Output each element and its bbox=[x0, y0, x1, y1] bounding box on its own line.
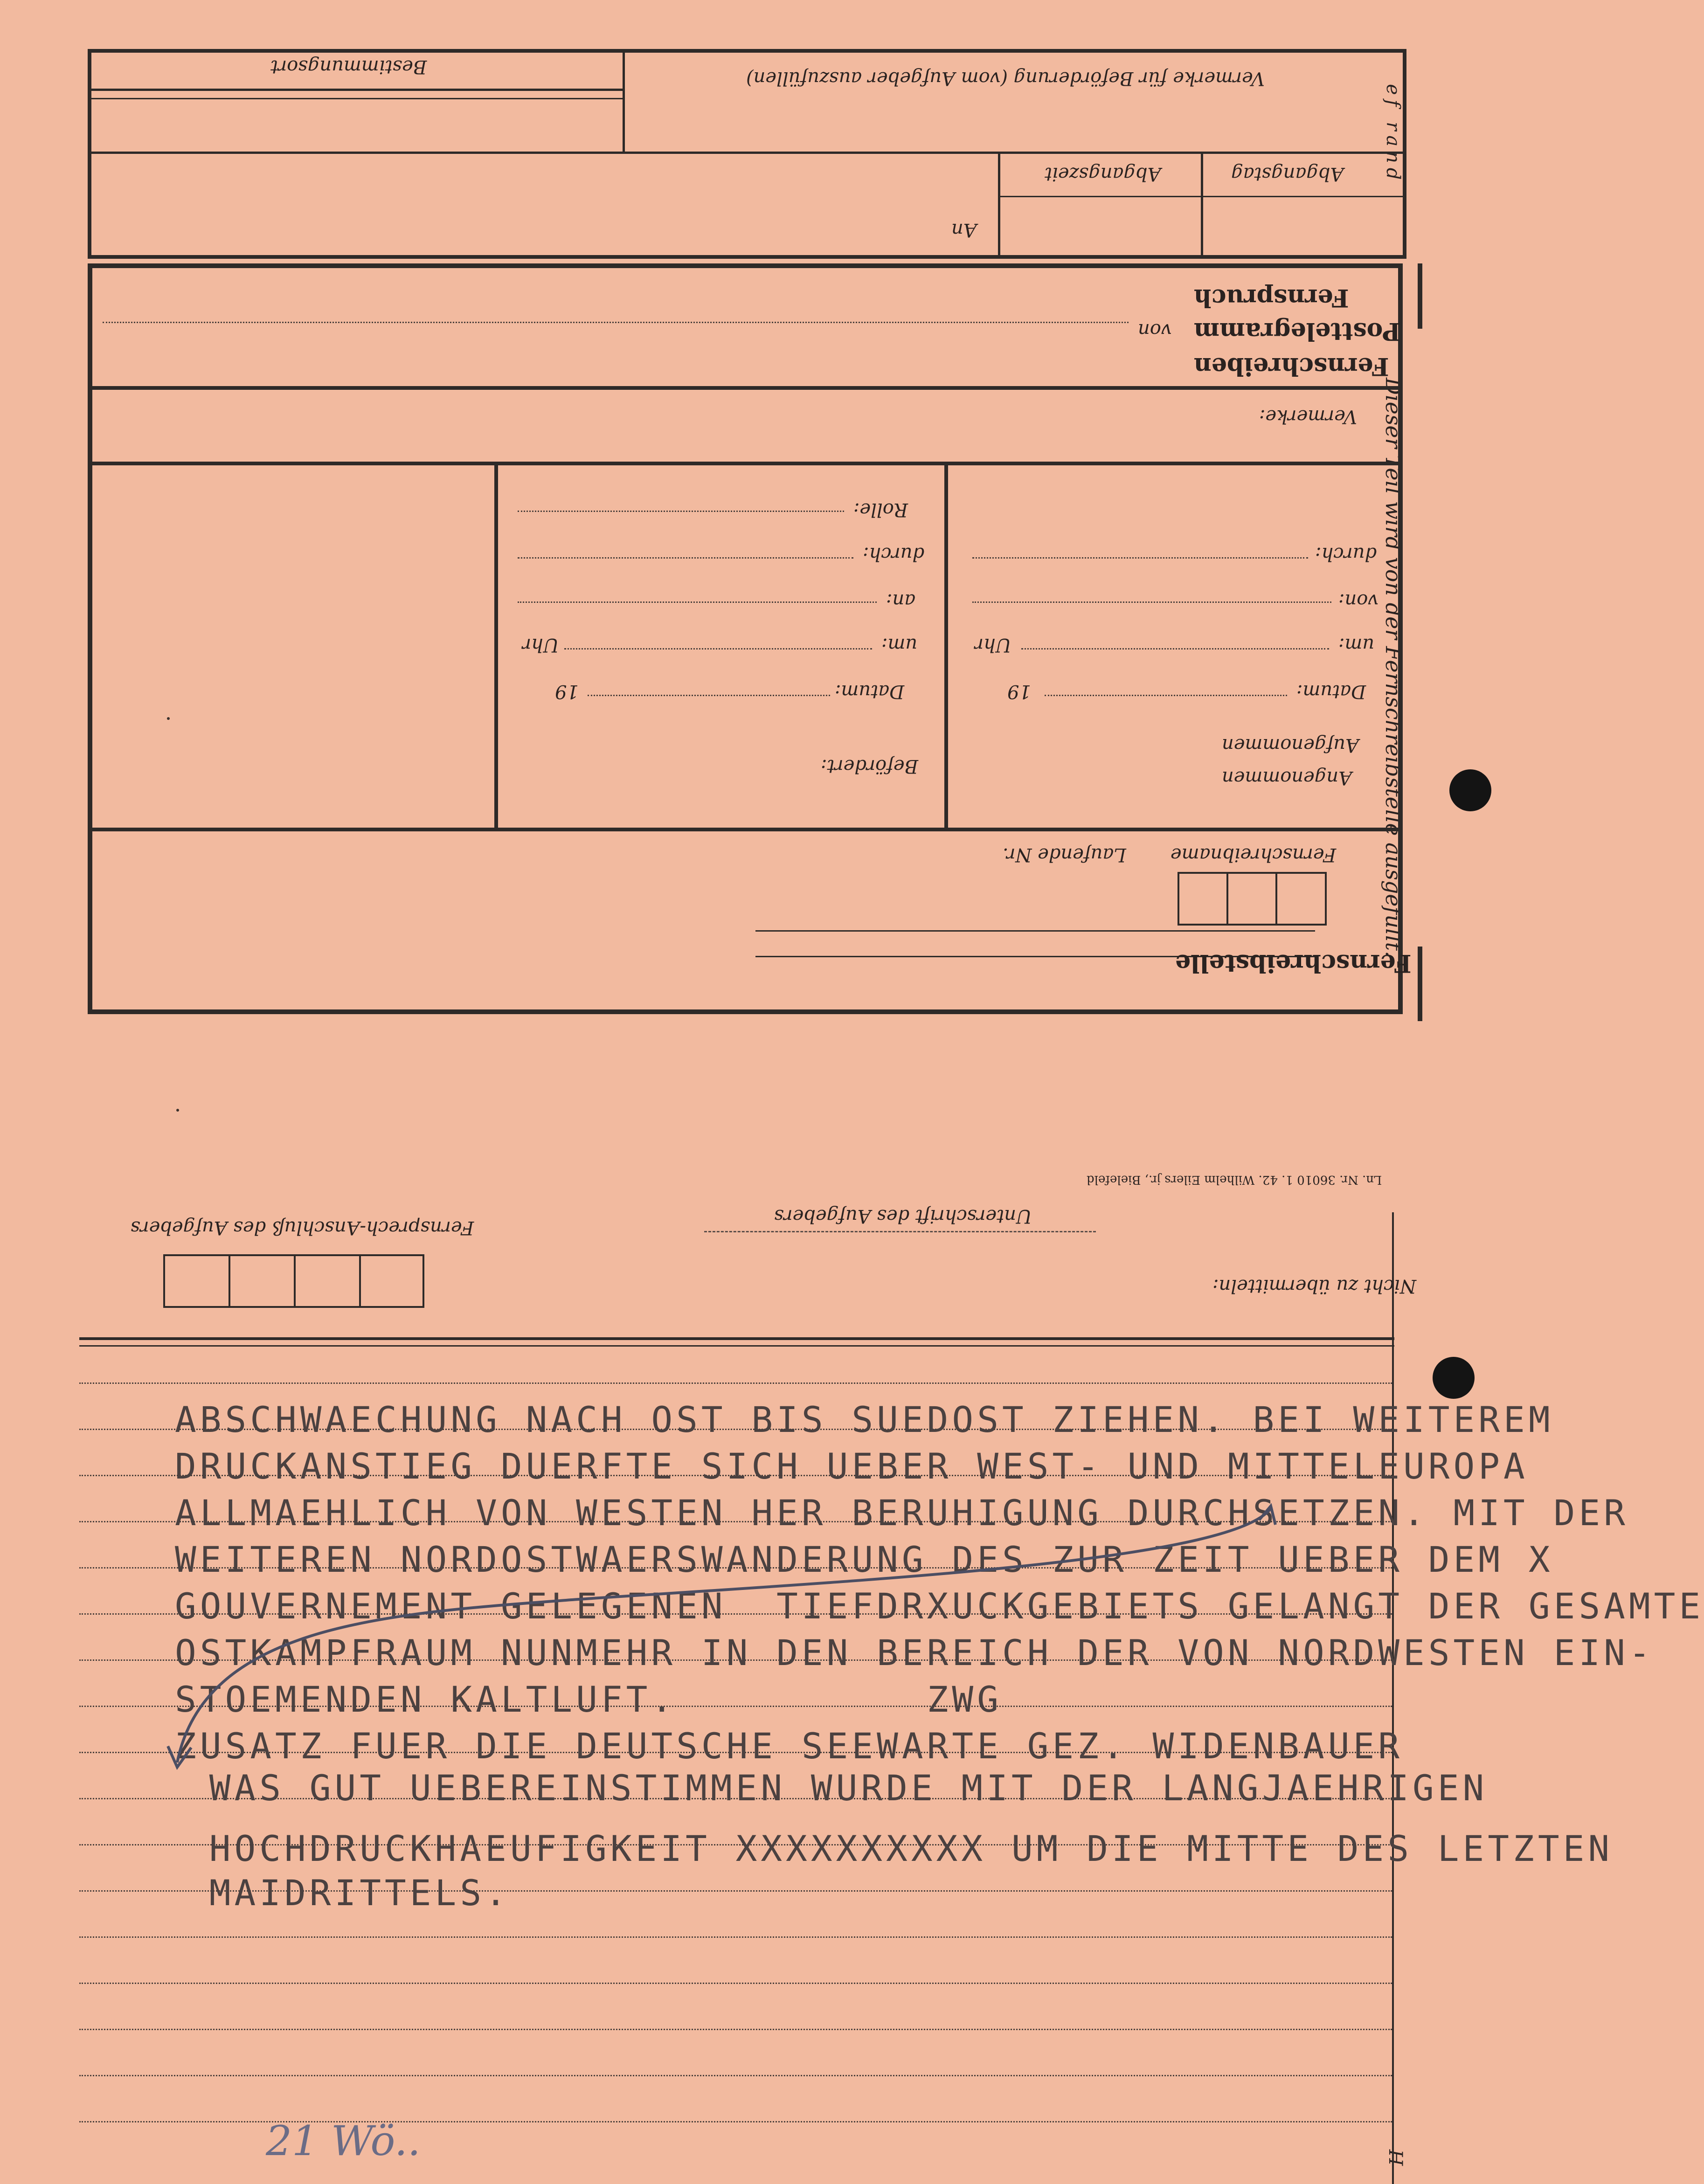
fill-line bbox=[1021, 648, 1329, 650]
message-line: WEITEREN NORDOSTWAERSWANDERUNG DES ZUR ZEIT UEBER DEM X bbox=[175, 1539, 1554, 1580]
box-divider bbox=[1275, 872, 1277, 926]
station-divider bbox=[88, 828, 1403, 831]
type-from-label: von bbox=[1138, 319, 1172, 341]
frame-edge bbox=[1418, 263, 1422, 329]
fill-line bbox=[972, 557, 1308, 559]
ruled-line bbox=[79, 1936, 1392, 1938]
message-edge bbox=[1392, 1212, 1394, 2184]
ruled-line bbox=[79, 1983, 1392, 1984]
forwarded-by-label: durch: bbox=[863, 543, 925, 565]
speck bbox=[167, 717, 170, 720]
fill-line bbox=[518, 511, 844, 512]
departure-time-label: Abgangszeit bbox=[1045, 163, 1161, 185]
margin-fragment: ef rand bbox=[1382, 84, 1404, 185]
message-line: GOUVERNEMENT GELEGENEN TIEFDRXUCKGEBIETS GELANGT DER GESAMTE bbox=[175, 1585, 1704, 1627]
forwarded-heading: Befördert: bbox=[821, 755, 919, 777]
received-by-label: durch: bbox=[1315, 543, 1377, 565]
type-fernschreiben: Fernschreiben bbox=[1194, 352, 1389, 380]
message-top-rule bbox=[79, 1337, 1394, 1340]
received-time-label: um: bbox=[1338, 634, 1375, 656]
remarks-label: Vermerke für Beförderung (vom Aufgeber auszufüllen) bbox=[746, 68, 1265, 89]
message-line: DRUCKANSTIEG DUERFTE SICH UEBER WEST- UND MITTELEUROPA bbox=[175, 1445, 1529, 1487]
print-note: Ln. Nr. 36010 1. 42. Wilhelm Eilers jr., Bielefeld bbox=[1087, 1173, 1382, 1187]
received-from-label: von: bbox=[1338, 590, 1378, 611]
handwritten-note: 21 Wö.. bbox=[266, 2117, 421, 2165]
margin-bottom-fragment: H bbox=[1385, 2149, 1406, 2166]
recorded-heading: Aufgenommen bbox=[1222, 734, 1359, 756]
punch-hole bbox=[1433, 1357, 1475, 1399]
ruled-line bbox=[79, 2029, 1392, 2030]
forwarded-date-label: Datum: bbox=[835, 681, 905, 702]
signature-line bbox=[704, 1231, 1096, 1232]
box-divider bbox=[229, 1254, 230, 1308]
box-divider bbox=[1226, 872, 1228, 926]
departure-day-label: Abgangstag bbox=[1231, 163, 1344, 185]
ruled-line bbox=[79, 2075, 1392, 2076]
station-divider bbox=[88, 462, 1403, 465]
header-divider bbox=[998, 196, 1406, 197]
fill-line bbox=[518, 557, 853, 559]
message-line: ZUSATZ FUER DIE DEUTSCHE SEEWARTE GEZ. WIDENBAUER bbox=[175, 1725, 1404, 1767]
fill-line bbox=[1045, 695, 1287, 696]
message-line: ABSCHWAECHUNG NACH OST BIS SUEDOST ZIEHEN. BEI WEITEREM bbox=[175, 1399, 1554, 1440]
punch-hole bbox=[1449, 769, 1491, 811]
forwarded-to-label: an: bbox=[886, 590, 916, 611]
frame-edge bbox=[1418, 947, 1422, 1021]
not-transmit-label: Nicht zu übermitteln: bbox=[1212, 1275, 1417, 1297]
forwarded-time-label: um: bbox=[881, 634, 918, 656]
type-posttelegramm: Posttelegramm bbox=[1194, 317, 1401, 346]
message-line: STOEMENDEN KALTLUFT. ZWG bbox=[175, 1679, 1002, 1720]
station-label: Fernschreibstelle bbox=[1175, 949, 1412, 977]
teletype-name-label: Fernschreibname bbox=[1171, 844, 1337, 865]
station-divider bbox=[88, 386, 1403, 390]
forwarded-time-suffix: Uhr bbox=[522, 634, 559, 656]
type-fernspruch: Fernspruch bbox=[1194, 283, 1349, 312]
fill-line bbox=[755, 930, 1315, 932]
message-line: HOCHDRUCKHAEUFIGKEIT XXXXXXXXXX UM DIE MITTE DES LETZTEN bbox=[184, 1828, 1614, 1869]
header-divider bbox=[88, 89, 624, 91]
fill-line bbox=[518, 601, 877, 603]
message-line: ALLMAEHLICH VON WESTEN HER BERUHIGUNG DURCHSETZEN. MIT DER bbox=[175, 1492, 1629, 1534]
forwarded-year: 19 bbox=[555, 681, 579, 702]
station-divider bbox=[494, 462, 498, 828]
speck bbox=[176, 1109, 179, 1112]
message-line: WAS GUT UEBEREINSTIMMEN WURDE MIT DER LANGJAEHRIGEN bbox=[184, 1767, 1488, 1809]
serial-number-label: Laufende Nr. bbox=[1003, 844, 1126, 865]
received-time-suffix: Uhr bbox=[975, 634, 1011, 656]
ruled-line bbox=[79, 1382, 1392, 1384]
message-line: OSTKAMPFRAUM NUNMEHR IN DEN BEREICH DER VON NORDWESTEN EIN- bbox=[175, 1632, 1654, 1673]
fill-line bbox=[972, 601, 1331, 603]
header-divider bbox=[623, 49, 625, 154]
destination-label: Bestimmungsort bbox=[270, 56, 427, 77]
margin-side-note: Dieser Teil wird von der Fernschreibstelle ausgefüllt. bbox=[1381, 378, 1406, 958]
received-year: 19 bbox=[1007, 681, 1031, 702]
phone-label: Fernsprech-Anschluß des Aufgebers bbox=[131, 1217, 474, 1238]
message-top-rule bbox=[79, 1345, 1394, 1347]
box-divider bbox=[294, 1254, 296, 1308]
header-divider bbox=[1201, 154, 1203, 259]
signature-label: Unterschrift des Aufgebers bbox=[774, 1205, 1032, 1227]
header-divider bbox=[88, 152, 1406, 154]
received-date-label: Datum: bbox=[1296, 681, 1366, 702]
fill-line bbox=[564, 648, 872, 650]
header-divider bbox=[88, 98, 624, 99]
forwarded-roll-label: Rolle: bbox=[853, 499, 908, 520]
box-divider bbox=[359, 1254, 361, 1308]
insertion-arrow-icon bbox=[159, 1492, 1324, 1795]
message-line: MAIDRITTELS. bbox=[184, 1872, 510, 1914]
fill-line bbox=[103, 322, 1129, 323]
to-label: An bbox=[951, 219, 977, 241]
received-heading: Angenommen bbox=[1222, 767, 1352, 788]
fill-line bbox=[588, 695, 830, 696]
remarks-label: Vermerke: bbox=[1259, 406, 1358, 427]
header-divider bbox=[998, 154, 1000, 259]
station-divider bbox=[944, 462, 948, 828]
serial-boxes bbox=[1178, 872, 1327, 926]
